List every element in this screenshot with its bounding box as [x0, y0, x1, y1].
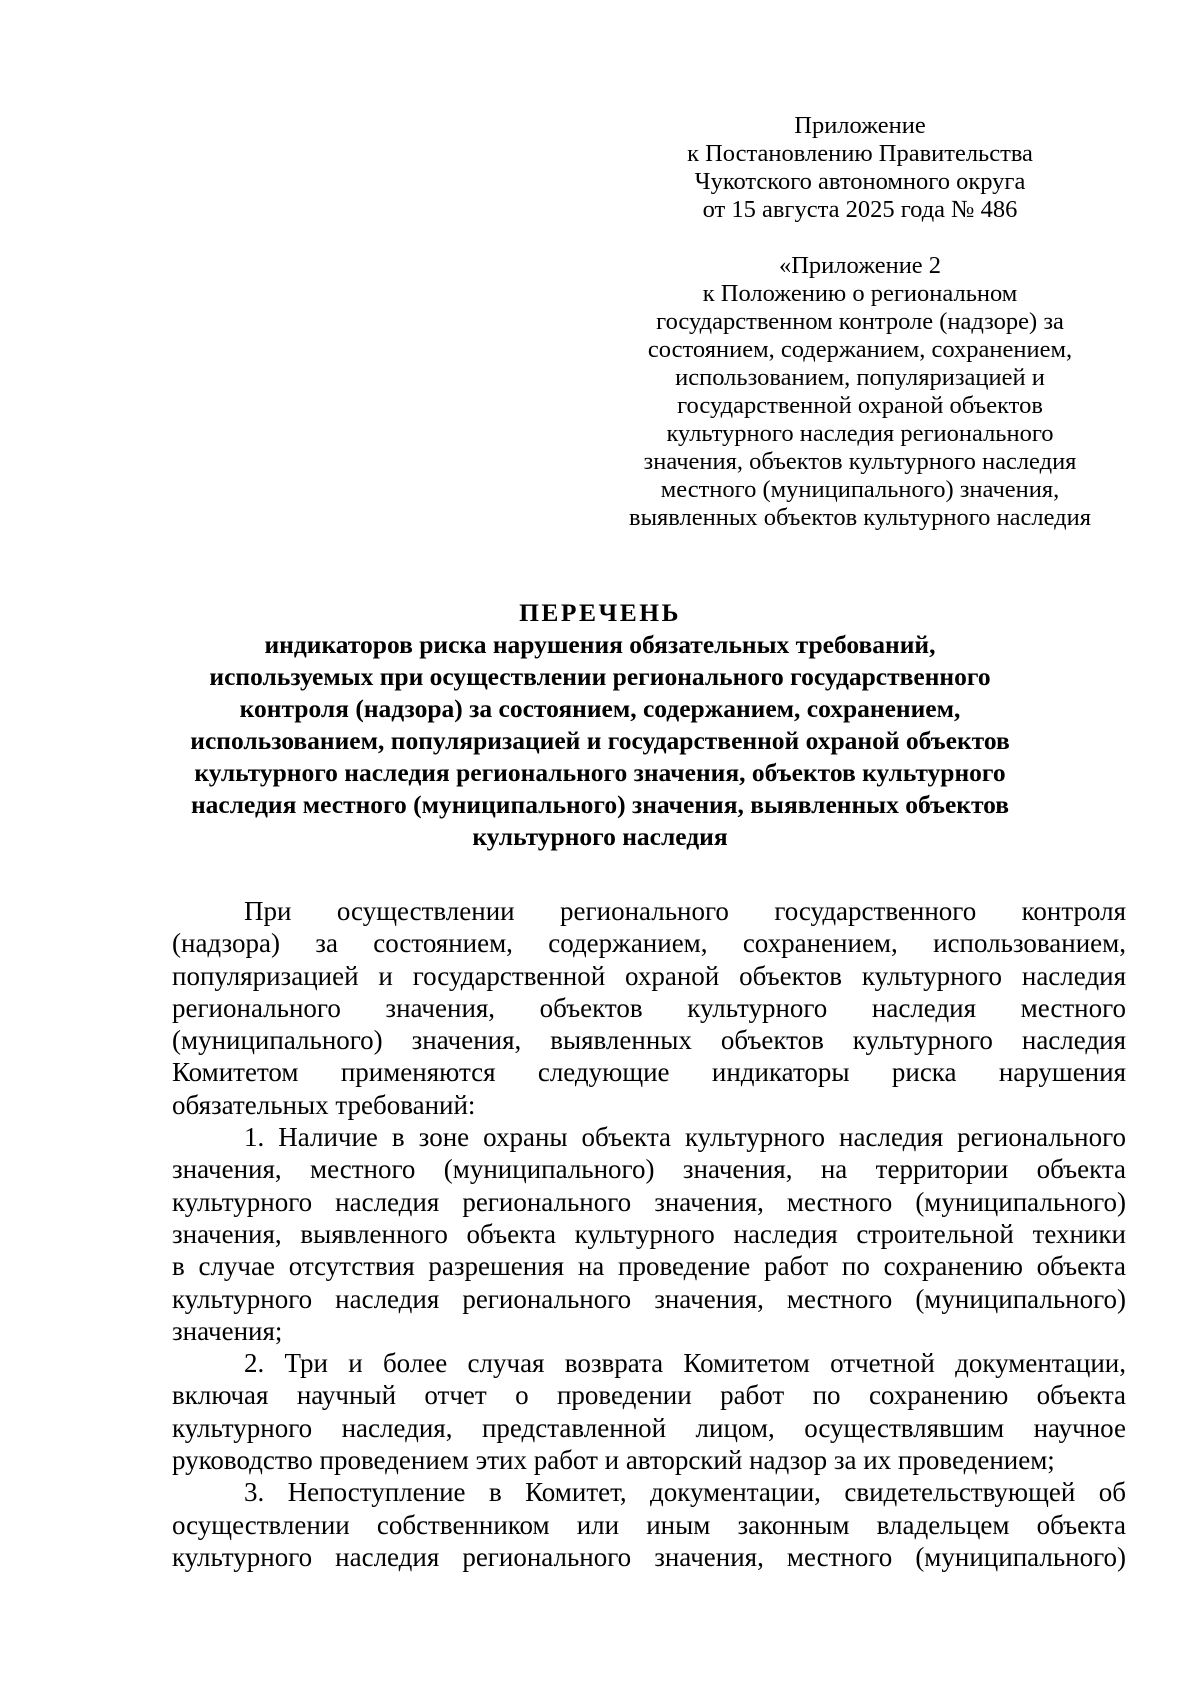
appendix2-line: государственном контроле (надзоре) за [656, 308, 1064, 335]
paragraph-line: регионального значения, объектов культурного наследия местного [172, 992, 1126, 1023]
paragraph-line: в случае отсутствия разрешения на проведение работ по сохранению объекта [172, 1251, 1126, 1282]
paragraph-line: значения; [172, 1315, 283, 1346]
appendix2-header [620, 252, 1100, 532]
title-line: контроля (надзора) за состоянием, содержанием, сохранением, [239, 694, 961, 723]
appendix-line: к Постановлению Правительства [687, 140, 1033, 167]
appendix2-line: выявленных объектов культурного наследия [629, 504, 1091, 531]
document-body [172, 895, 1126, 1573]
paragraph-line: значения, выявленного объекта культурного наследия строительной техники [172, 1218, 1126, 1249]
list-item-1 [172, 1121, 1126, 1347]
appendix2-line: к Положению о региональном [702, 280, 1018, 307]
document-title [150, 597, 1050, 853]
paragraph-line: обязательных требований: [172, 1089, 476, 1120]
paragraph-line: культурного наследия регионального значения, местного (муниципального) [172, 1283, 1126, 1314]
paragraph-line: культурного наследия регионального значения, местного (муниципального) [172, 1541, 1126, 1572]
paragraph-line: руководство проведением этих работ и авторский надзор за их проведением; [172, 1445, 1055, 1476]
intro-paragraph [172, 895, 1126, 1121]
paragraph-line: культурного наследия, представленной лицом, осуществлявшим научное [172, 1412, 1126, 1443]
appendix2-line: «Приложение 2 [778, 252, 942, 279]
title-heading: ПЕРЕЧЕНЬ [519, 598, 681, 627]
appendix-header [620, 112, 1100, 224]
title-line: наследия местного (муниципального) значения, выявленных объектов [190, 790, 1010, 819]
title-line: культурного наследия [472, 822, 728, 851]
appendix-line: Чукотского автономного округа [694, 168, 1026, 195]
paragraph-line: 2. Три и более случая возврата Комитетом отчетной документации, [244, 1348, 1126, 1379]
paragraph-line: включая научный отчет о проведении работ по сохранению объекта [172, 1380, 1126, 1411]
appendix2-line: местного (муниципального) значения, [660, 476, 1060, 503]
appendix2-line: государственной охраной объектов [677, 392, 1043, 419]
paragraph-line: значения, местного (муниципального) значения, на территории объекта [172, 1154, 1126, 1185]
title-line: используемых при осуществлении регионального государственного [209, 662, 991, 691]
appendix-line: от 15 августа 2025 года № 486 [702, 196, 1018, 223]
paragraph-line: осуществлении собственником или иным законным владельцем объекта [172, 1509, 1126, 1540]
appendix2-line: значения, объектов культурного наследия [643, 448, 1077, 475]
paragraph-line: 1. Наличие в зоне охраны объекта культурного наследия регионального [244, 1122, 1126, 1153]
title-line: культурного наследия регионального значения, объектов культурного [194, 758, 1006, 787]
title-line: индикаторов риска нарушения обязательных требований, [264, 630, 936, 659]
paragraph-line: Комитетом применяются следующие индикаторы риска нарушения [172, 1057, 1126, 1088]
appendix2-line: культурного наследия регионального [666, 420, 1054, 447]
title-line: использованием, популяризацией и государственной охраной объектов [190, 726, 1010, 755]
appendix2-line: состоянием, содержанием, сохранением, [647, 336, 1073, 363]
paragraph-line: культурного наследия регионального значения, местного (муниципального) [172, 1186, 1126, 1217]
list-item-3 [172, 1476, 1126, 1573]
paragraph-line: популяризацией и государственной охраной объектов культурного наследия [172, 960, 1126, 991]
paragraph-line: 3. Непоступление в Комитет, документации, свидетельствующей об [244, 1477, 1126, 1508]
paragraph-line: При осуществлении регионального государственного контроля [244, 896, 1126, 926]
appendix2-line: использованием, популяризацией и [675, 364, 1045, 391]
appendix-line: Приложение [794, 112, 926, 139]
paragraph-line: (муниципального) значения, выявленных объектов культурного наследия [172, 1025, 1126, 1056]
paragraph-line: (надзора) за состоянием, содержанием, сохранением, использованием, [172, 928, 1126, 959]
list-item-2 [172, 1347, 1126, 1476]
